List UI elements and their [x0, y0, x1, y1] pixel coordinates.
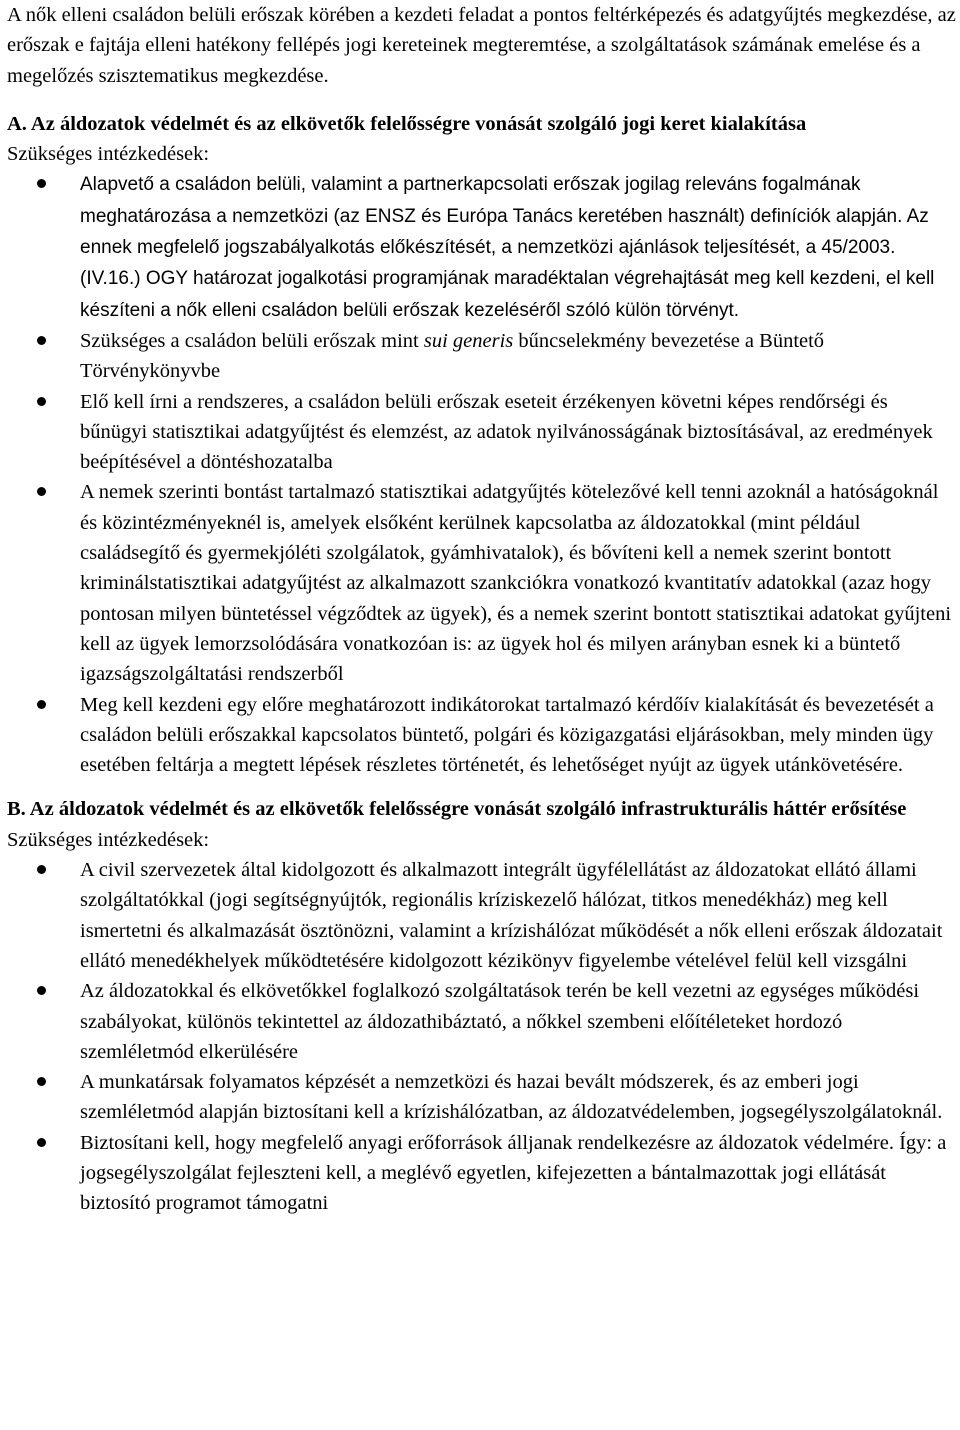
section-a-item-1	[7, 169, 957, 325]
section-a-item-2-before: Szükséges a családon belüli erőszak mint	[80, 329, 424, 352]
section-b-item-2: Az áldozatokkal és elkövetőkkel foglalkozó szolgáltatások terén be kell vezetni az egységes működési szabályokat, különös tekintettel az áldozathibáztató, a nőkkel szembeni előítéleteket hordozó szemléletmód elkerülésére	[7, 976, 957, 1067]
section-b-item-1: A civil szervezetek által kidolgozott és alkalmazott integrált ügyfélellátást az áldozatokat ellátó állami szolgáltatókkal (jogi segítségnyújtók, regionális kríziskezelő hálózat, titkos menedékház) meg kell ismertetni és alkalmazását ösztönözni, valamint a krízishálózat működését a nők elleni erőszak áldozatait ellátó menedékhelyek működtetésére kidolgozott kézikönyv figyelembe vételével felül kell vizsgálni	[7, 855, 957, 976]
section-a-item-2	[7, 326, 957, 387]
section-a-item-5: Meg kell kezdeni egy előre meghatározott indikátorokat tartalmazó kérdőív kialakítását és bevezetését a családon belüli erőszakkal kapcsolatos büntető, polgári és közigazgatási eljárásokban, mely minden ügy esetében feltárja a megtett lépések részletes történetét, és lehetőséget nyújt az ügyek utánkövetésére.	[7, 690, 957, 781]
section-a-list	[7, 169, 957, 780]
section-a-item-1-part2: Az ennek megfelelő jogszabályalkotás előkészítését, a nemzetközi ajánlások teljesítését, a 45/2003. (IV.16.) OGY határozat jogalkotási programjának maradéktalan végrehajtását meg kell kezdeni, el kell készíteni a nők elleni családon belüli erőszak kezeléséről szóló külön törvényt.	[80, 205, 935, 321]
section-a-item-4: A nemek szerinti bontást tartalmazó statisztikai adatgyűjtés kötelezővé kell tenni azoknál a hatóságoknál és közintézményeknél is, amelyek elsőként kerülnek kapcsolatba az áldozatokkal (mint például családsegítő és gyermekjóléti szolgálatok, gyámhivatalok), és bővíteni kell a nemek szerint bontott kriminálstatisztikai adatgyűjtést az alkalmazott szankciókra vonatkozó kvantitatív adatokkal (azaz hogy pontosan milyen büntetéssel végződtek az ügyek), és a nemek szerint bontott statisztikai adatokat gyűjteni kell az ügyek lemorzsolódására vonatkozóan is: az ügyek hol és milyen arányban esnek ki a büntető igazságszolgáltatási rendszerből	[7, 477, 957, 689]
section-a-subheading: Szükséges intézkedések:	[7, 143, 210, 166]
section-b-list	[7, 855, 957, 1219]
section-b-heading: B. Az áldozatok védelmét és az elkövetők felelősségre vonását szolgáló infrastrukturális háttér erősítése	[7, 798, 907, 821]
section-a-heading: A. Az áldozatok védelmét és az elkövetők felelősségre vonását szolgáló jogi keret kialakítása	[7, 112, 807, 135]
section-a-item-3: Elő kell írni a rendszeres, a családon belüli erőszak eseteit érzékenyen követni képes rendőrségi és bűnügyi statisztikai adatgyűjtést és elemzést, az adatok nyilvánosságának biztosításával, az eredmények beépítésével a döntéshozatalba	[7, 387, 957, 478]
section-a-item-2-after: bűncselekmény bevezetése a Büntető Törvénykönyvbe	[80, 329, 825, 383]
section-b-subheading: Szükséges intézkedések:	[7, 828, 210, 851]
section-b-item-3: A munkatársak folyamatos képzését a nemzetközi és hazai bevált módszerek, és az emberi jogi szemléletmód alapján biztosítani kell a krízishálózatban, az áldozatvédelemben, jogsegélyszolgálatoknál.	[7, 1067, 957, 1128]
document-page	[7, 0, 957, 1219]
intro-paragraph: A nők elleni családon belüli erőszak körében a kezdeti feladat a pontos feltérképezés és adatgyűjtés megkezdése, az erőszak e fajtája elleni hatékony fellépés jogi kereteinek megteremtése, a szolgáltatások számának emelése és a megelőzés szisztematikus megkezdése.	[7, 4, 956, 87]
section-a-item-2-italic: sui generis	[423, 329, 514, 352]
section-b-item-4: Biztosítani kell, hogy megfelelő anyagi erőforrások álljanak rendelkezésre az áldozatok védelmére. Így: a jogsegélyszolgálat fejleszteni kell, a meglévő egyetlen, kifejezetten a bántalmazottak jogi ellátását biztosító programot támogatni	[7, 1128, 957, 1219]
section-a-item-1-part1: Alapvető a családon belüli, valamint a partnerkapcsolati erőszak jogilag releváns fogalmának meghatározása a nemzetközi (az ENSZ és Európa Tanács keretében használt) definíciók alapján.	[80, 174, 903, 227]
